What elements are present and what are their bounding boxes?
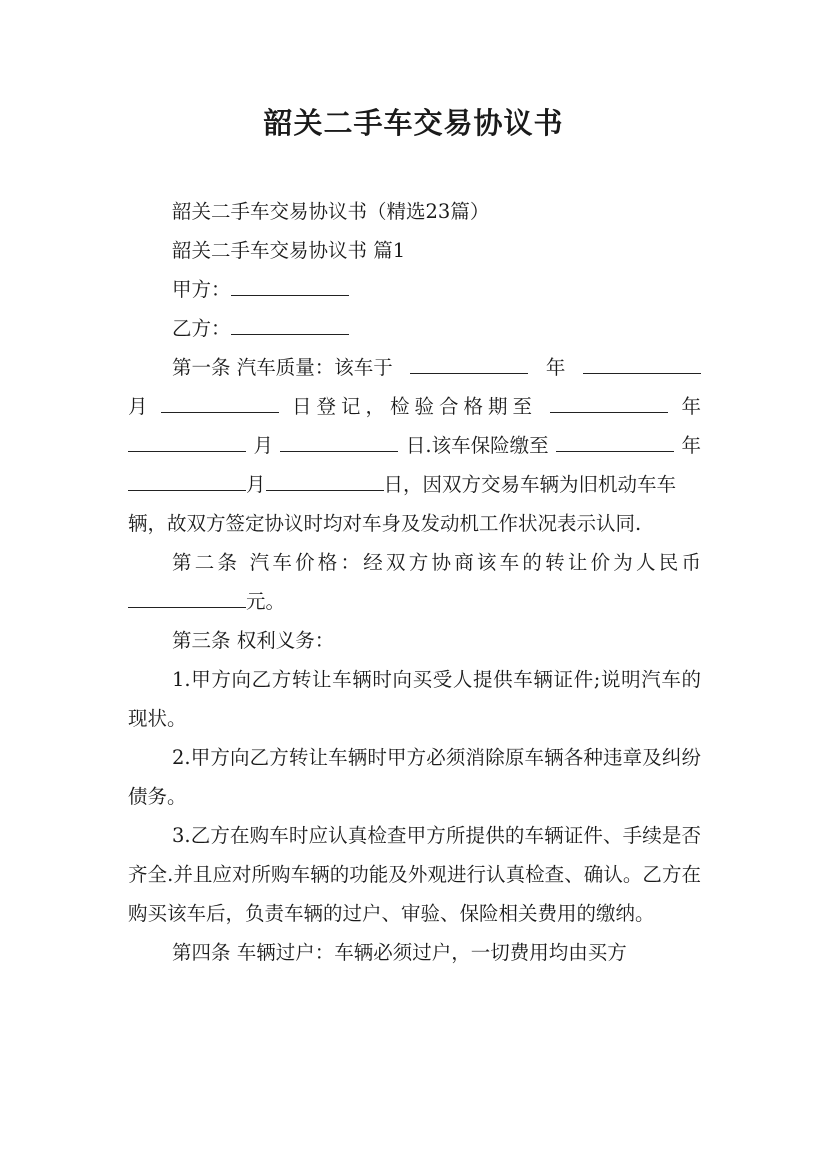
article-1-blank-year — [410, 351, 528, 374]
article-3-item-2: 2.甲方向乙方转让车辆时甲方必须消除原车辆各种违章及纠纷债务。 — [128, 746, 701, 808]
article-1-blank-insurance-day — [266, 468, 384, 491]
article-1-reg-text: 日登记，检验合格期至 — [291, 395, 537, 418]
article-1-line-1 — [128, 348, 701, 387]
article-1-year3: 年 — [681, 434, 701, 457]
article-1-month2: 月 — [253, 434, 273, 457]
section-heading: 韶关二手车交易协议书 篇1 — [172, 239, 406, 262]
party-a-line — [128, 270, 701, 309]
article-1-year2: 年 — [681, 395, 701, 418]
article-1-blank-day — [161, 390, 279, 413]
article-1-month: 月 — [128, 395, 148, 418]
article-1-tail: 日，因双方交易车辆为旧机动车车辆，故双方签定协议时均对车身及发动机工作状况表示认同. — [128, 473, 677, 535]
article-1-line-3 — [128, 426, 701, 465]
subtitle: 韶关二手车交易协议书（精选23篇） — [172, 200, 490, 223]
article-2 — [128, 543, 701, 621]
article-1 — [128, 348, 701, 543]
article-1-lead: 第一条 汽车质量：该车于 — [172, 356, 393, 379]
article-1-blank-valid-year — [550, 390, 668, 413]
article-1-line-2 — [128, 387, 701, 426]
article-2-text: 第二条 汽车价格：经双方协商该车的转让价为人民币 — [172, 551, 701, 574]
article-1-insurance-text: 日.该车保险缴至 — [405, 434, 549, 457]
party-b-line — [128, 309, 701, 348]
article-4: 第四条 车辆过户：车辆必须过户，一切费用均由买方 — [172, 941, 627, 964]
article-3-item-3: 3.乙方在购车时应认真检查甲方所提供的车辆证件、手续是否齐全.并且应对所购车辆的功能及外观进行认真检查、确认。乙方在购买该车后，负责车辆的过户、审验、保险相关费用的缴纳。 — [128, 824, 701, 925]
article-1-month3: 月 — [246, 473, 266, 496]
article-1-blank-insurance-month — [128, 468, 246, 491]
article-1-year: 年 — [545, 356, 566, 379]
article-2-price-blank — [128, 585, 246, 608]
party-a-blank — [231, 273, 349, 296]
article-1-blank-valid-month — [128, 429, 246, 452]
article-3-heading: 第三条 权利义务： — [172, 629, 335, 652]
party-a-label: 甲方： — [172, 278, 231, 301]
article-1-blank-insurance-year — [556, 429, 674, 452]
party-b-label: 乙方： — [172, 317, 231, 340]
article-1-blank-valid-day — [280, 429, 398, 452]
article-2-unit: 元。 — [246, 590, 286, 613]
document-body — [128, 192, 701, 972]
article-1-blank-after-year — [583, 351, 701, 374]
document-title: 韶关二手车交易协议书 — [263, 106, 564, 140]
article-3-item-1: 1.甲方向乙方转让车辆时向买受人提供车辆证件;说明汽车的现状。 — [128, 668, 701, 730]
party-b-blank — [231, 312, 349, 335]
article-1-line-4 — [128, 465, 701, 543]
